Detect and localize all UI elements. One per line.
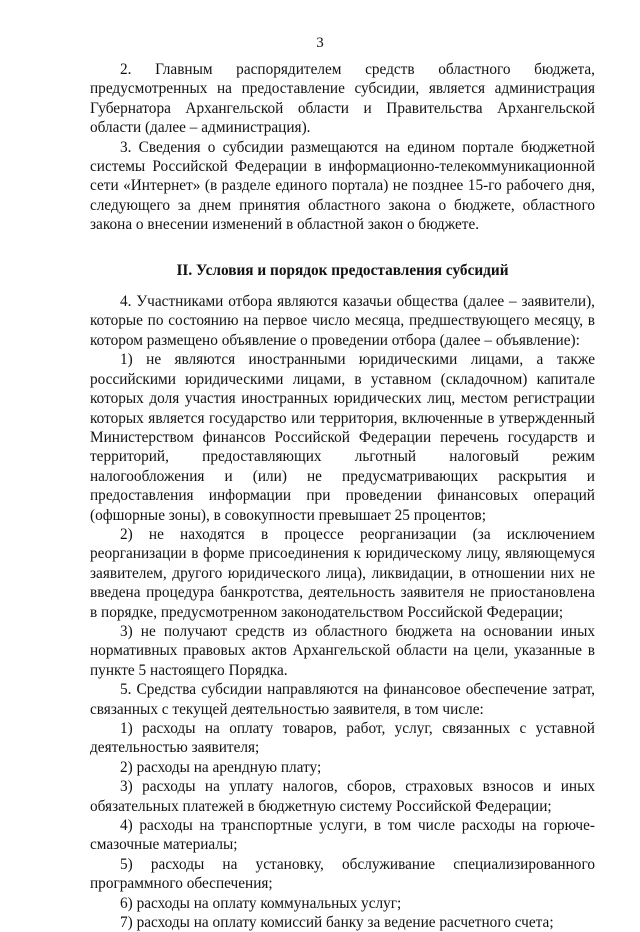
page-number: 3 — [316, 35, 324, 51]
list-item-5-1-goods-works: 1) расходы на оплату товаров, работ, услуг, связанных с уставной деятельностью заявителя; — [90, 720, 595, 757]
list-item-4-1-not-foreign: 1) не являются иностранными юридическими лицами, а также российскими юридическими лицами, в уставном (складочном) капитале которых доля участия иностранных юридических лиц, местом регистрации которых является государство или территория, включенные в утвержденный Министерством финансов Российской Федерации перечень государств и территорий, предоставляющих льготный налоговый режим налогообложения и (или) не предусматривающих раскрытия и предоставления информации при проведении финансовых операций (офшорные зоны), в совокупности превышает 25 процентов; — [90, 351, 595, 524]
list-item-4-2-not-reorganizing: 2) не находятся в процессе реорганизации (за исключением реорганизации в форме присоединения к юридическому лицу, являющемуся заявителем, другого юридического лица), ликвидации, в отношении них не введена процедура банкротства, деятельность заявителя не приостановлена в порядке, предусмотренном законодательством Российской Федерации; — [90, 525, 595, 621]
list-item-5-3-taxes: 3) расходы на уплату налогов, сборов, страховых взносов и иных обязательных платежей в бюджетную систему Российской Федерации; — [90, 778, 595, 815]
paragraph-3-subsidy-info: 3. Сведения о субсидии размещаются на едином портале бюджетной системы Российской Федерации в информационно-телекоммуникационной сети «Интернет» (в разделе единого портала) не позднее 15-го рабочего дня, следующего за днем принятия областного закона о бюджете, областного закона о внесении изменений в областной закон о бюджете. — [90, 138, 595, 234]
list-item-5-5-software: 5) расходы на установку, обслуживание специализированного программного обеспечения; — [90, 855, 595, 893]
document-body — [90, 60, 595, 932]
paragraph-2-main-distributor: 2. Главным распорядителем средств областного бюджета, предусмотренных на предоставление субсидии, является администрация Губернатора Архангельской области и Правительства Архангельской области (далее – администрация). — [90, 61, 595, 137]
list-item-5-7-bank-fees: 7) расходы на оплату комиссий банку за ведение расчетного счета; — [120, 914, 554, 932]
section-heading-conditions: II. Условия и порядок предоставления субсидий — [176, 261, 509, 279]
list-item-5-2-rent: 2) расходы на арендную плату; — [120, 758, 322, 776]
paragraph-5-subsidy-purpose: 5. Средства субсидии направляются на финансовое обеспечение затрат, связанных с текущей деятельностью заявителя, в том числе: — [90, 681, 595, 718]
paragraph-4-participants: 4. Участниками отбора являются казачьи общества (далее – заявители), которые по состоянию на первое число месяца, предшествующего месяцу, в котором размещено объявление о проведении отбора (далее – объявление): — [90, 293, 595, 349]
list-item-4-3-no-other-funds: 3) не получают средств из областного бюджета на основании иных нормативных правовых актов Архангельской области на цели, указанные в пункте 5 настоящего Порядка. — [90, 622, 595, 679]
list-item-5-4-transport: 4) расходы на транспортные услуги, в том числе расходы на горюче-смазочные материалы; — [90, 817, 595, 854]
list-item-5-6-utilities: 6) расходы на оплату коммунальных услуг; — [120, 894, 402, 912]
